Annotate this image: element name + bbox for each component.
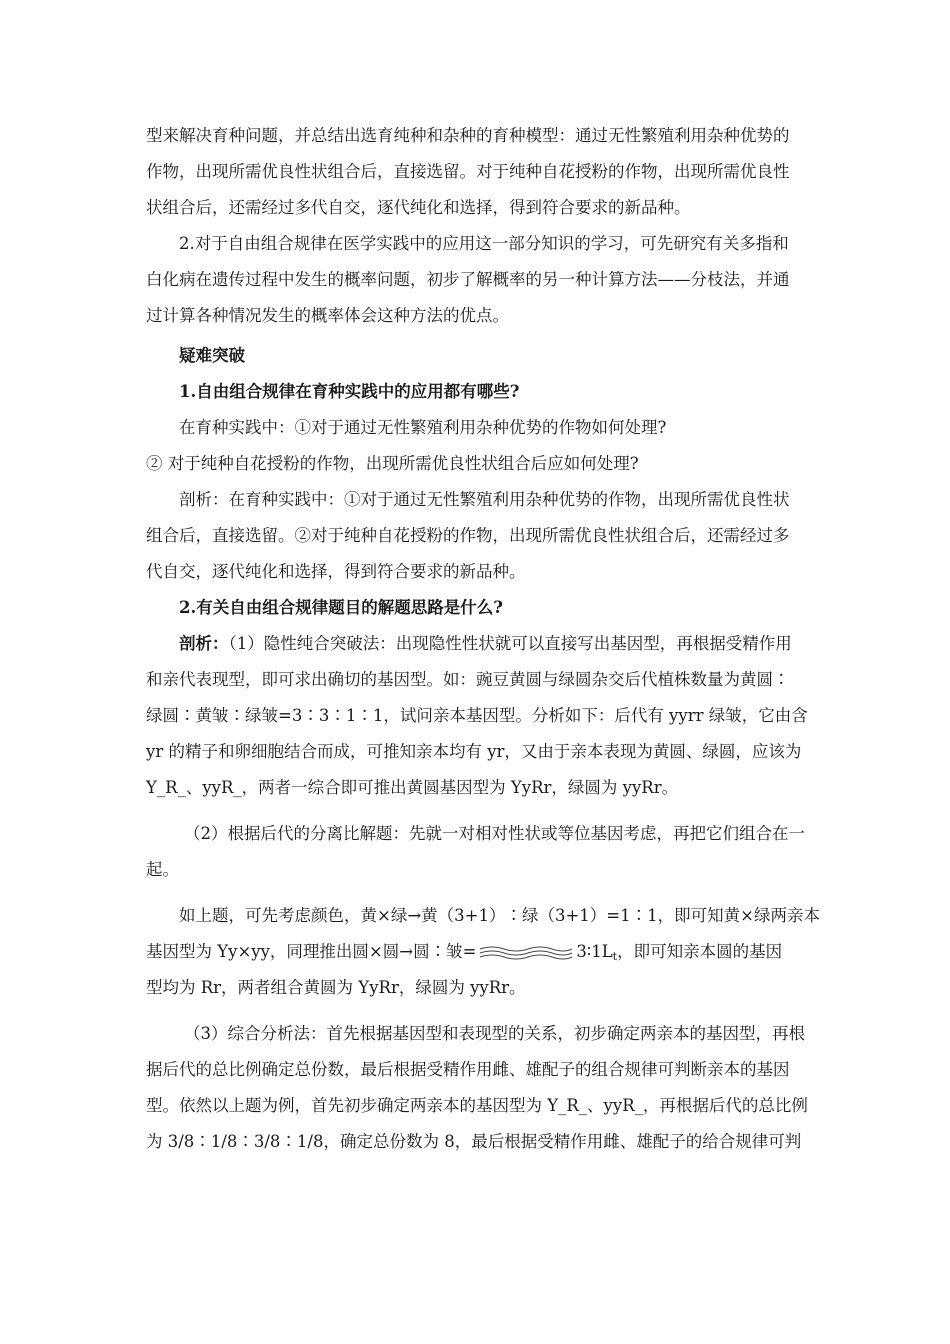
text-line: ② 对于纯种自花授粉的作物，出现所需优良性状组合后应如何处理? [146,454,639,473]
text-line: 过计算各种情况发生的概率体会这种方法的优点。 [146,306,509,325]
text-line: 绿圆∶黄皱∶绿皱=3∶3∶1∶1，试问亲本基因型。分析如下：后代有 yyrr 绿皱，它由含 [146,706,808,725]
document-page [146,118,820,1160]
text-line: Y_R_、yyR_，两者一综合即可推出黄圆基因型为 YyRr，绿圆为 yyRr。 [146,778,679,797]
section-heading: 疑难突破 [179,346,245,365]
text-line: （3）综合分析法：首先根据基因型和表现型的关系，初步确定两亲本的基因型，再根 [184,1024,805,1043]
text-line [146,626,810,662]
text-line: 状组合后，还需经过多代自交，逐代纯化和选择，得到符合要求的新品种。 [146,198,691,217]
text-line: 在育种实践中：①对于通过无性繁殖利用杂种优势的作物如何处理? [179,418,667,437]
text-line: 据后代的总比例确定总份数，最后根据受精作用雌、雄配子的组合规律可判断亲本的基因 [146,1060,790,1079]
question-heading: 1.自由组合规律在育种实践中的应用都有哪些? [179,382,520,401]
text-line: 白化病在遗传过程中发生的概率问题，初步了解概率的另一种计算方法——分枝法，并通 [146,270,790,289]
subscript: t [612,950,618,963]
text-span: L [601,942,613,961]
text-line: yr 的精子和卵细胞结合而成，可推知亲本均有 yr，又由于亲本表现为黄圆、绿圆，应该为 [146,742,802,761]
text-line: （2）根据后代的分离比解题：先就一对相对性状或等位基因考虑，再把它们组合在一 [184,824,805,843]
question-heading: 2.有关自由组合规律题目的解题思路是什么? [179,598,503,617]
text-line: 和亲代表现型，即可求出确切的基因型。如：豌豆黄圆与绿圆杂交后代植株数量为黄圆∶ [146,670,790,689]
wavy-line-icon [478,943,574,963]
text-line: 型。依然以上题为例，首先初步确定两亲本的基因型为 Y_R_、yyR_，再根据后代的总比例 [146,1096,808,1115]
text-line: 作物，出现所需优良性状组合后，直接选留。对于纯种自花授粉的作物，出现所需优良性 [146,162,790,181]
text-line: 为 3/8∶1/8∶3/8∶1/8，确定总份数为 8，最后根据受精作用雌、雄配子的给合规律可判 [146,1132,802,1151]
text-span: ，即可知亲本圆的基因 [617,942,783,961]
text-line: 起。 [146,860,179,879]
text-line: 代自交，逐代纯化和选择，得到符合要求的新品种。 [146,562,526,581]
text-line: 型均为 Rr，两者组合黄圆为 YyRr，绿圆为 yyRr。 [146,978,526,997]
text-span: （1）隐性纯合突破法：出现隐性性状就可以直接写出基因型，再根据受精作用 [228,634,792,653]
text-span: 3∶1 [576,942,602,961]
text-line: 型来解决育种问题，并总结出选育纯种和杂种的育种模型：通过无性繁殖利用杂种优势的 [146,126,790,145]
text-line [146,934,810,970]
text-line: 剖析：在育种实践中：①对于通过无性繁殖利用杂种优势的作物，出现所需优良性状 [179,490,790,509]
analysis-label: 剖析： [179,634,229,653]
text-line: 组合后，直接选留。②对于纯种自花授粉的作物，出现所需优良性状组合后，还需经过多 [146,526,790,545]
text-line: 2.对于自由组合规律在医学实践中的应用这一部分知识的学习，可先研究有关多指和 [179,234,789,253]
text-line: 如上题，可先考虑颜色，黄×绿→黄（3+1）∶绿（3+1）=1∶1，即可知黄×绿两亲本 [179,906,820,925]
text-span: 基因型为 Yy×yy，同理推出圆×圆→圆∶皱= [146,942,477,961]
